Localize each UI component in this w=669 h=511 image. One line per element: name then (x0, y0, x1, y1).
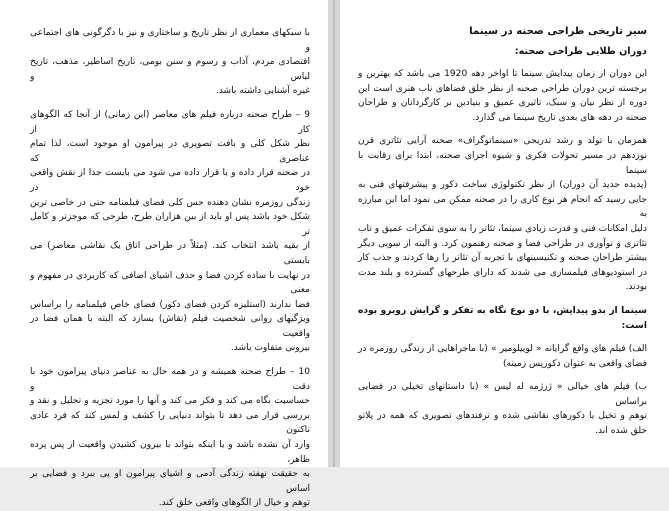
text-line: غیره آشنایی داشته باشد. (215, 86, 310, 97)
paragraph-left-1 (30, 26, 310, 99)
text-line: در صحنه قرار داده و یا قرار داده می شود می بایست جدا از نقش واقعی خود در (30, 168, 310, 193)
text-line: از بقیه باشد انتخاب کند. (مثلاً در طراحی اتاق یک نقاشی معاصر) می بایستی (30, 241, 310, 266)
text-line: فضا ندارند (استلیزه کردن فضای دکور) فضای خاص فیلمنامه را براساس (30, 299, 310, 310)
section-subtitle: دوران طلایی طراحی صحنه: (514, 46, 647, 57)
text-line: تئاتری و نوآوری در طراحی فضا و صحنه رهنمون کرد. و البته از سویی دیگر (358, 238, 647, 249)
paragraph-left-9 (30, 108, 310, 356)
text-line: ویژگیهای روانی شخصیت فیلم (نقاش) بسازد که البته با همان فضا در واقعیت (30, 314, 310, 339)
paragraph-right-1 (358, 67, 647, 125)
text-line: الف) فیلم های واقع گرایانه « لوییلومیر » (با ماجراهایی از زندگی روزمره در (358, 344, 647, 355)
text-line: بررسی قرار می دهد تا بتواند دنیایی را کشف و لمس کند که فرد عادی تاکنون (30, 410, 310, 436)
text-line: 10 – طراح صحنه همیشه و در همه حال به عناصر دنیای پیرامون خود با دقت و (30, 367, 310, 392)
text-line: جایی رسید که انجام هر نوع کاری را در صحنه ممکن می نمود اما این مبارزه به (358, 194, 647, 220)
text-line: همزمان با تولد و رشد تدریجی «سینماتوگراف» صحنه آرایی تئاتری قرن (358, 136, 647, 147)
text-line: این دوران از زمان پیدایش سینما تا اواخر دهه 1920 می باشد که بهترین و (358, 69, 648, 79)
text-line: به حقیقت نهفته زندگی آدمی و اشیای پیرامون او پی ببرد و فضایی بر اساس (30, 469, 310, 494)
text-line: ب) فیلم های خیالی « ژرژمه له لیس » (با داستانهای تخیلی در فضایی براساس (358, 382, 647, 407)
text-line: نوزدهم در مسیر تحولات فکری و شیوه اجرای صحنه، ابتدا برای رقابت با سینما (358, 150, 647, 176)
text-line: زندگی روزمره نشان دهنده حس کلی فضای فیلمنامه حتی در خاصی ترین (30, 197, 310, 208)
text-line: فضای واقعی به عنوان دکورپس زمینه) (502, 358, 647, 369)
text-line: (پدیده جدید آن دوران) از نظر تکنولوژی ساخت دکور و پیشرفتهای فنی به (358, 180, 647, 191)
text-line: توهم و خیال از الگوهای واقعی خلق کند. (158, 498, 310, 509)
text-line: بیشتر طراحان صحنه و تکنیسینهای با تجربه آن تئاتر را رها کردند و جذب کار (358, 253, 647, 264)
section-title: سیر تاریخی طراحی صحنه در سینما (469, 26, 647, 37)
text-line: اقتصادی مردم، آداب و رسوم و سنن بومی، تاریخ اساطیر، مذهب، تاریخ لباس و (30, 57, 310, 82)
text-line: وارد آن نشده باشد و یا اینکه بتواند با بیرون کشیدن واقعیت از پس پرده ظاهر، (30, 440, 310, 465)
text-line: دلیل امکانات فنی و قدرت زیادی سینما، تئاتر را به سوی تفکرات عمیق و ناب (358, 223, 647, 234)
text-line: 9 – طراح صحنه درباره فیلم های معاصر (این زمانی) از آنجا که الگوهای کار از (30, 109, 310, 135)
right-page (340, 0, 669, 467)
text-line: خلق شده اند. (595, 426, 647, 437)
text-line: توهم و تخیل با دکورهای نقاشی شده و ترفندهای تصویری که همه در پلاتو (358, 411, 647, 422)
text-line: بودند. (625, 282, 647, 293)
paragraph-left-10 (30, 365, 310, 511)
paragraph-right-3 (358, 304, 647, 333)
text-line: با سبکهای معماری از نظر تاریخ و ساختاری و نیز با دگرگونی های اجتماعی و (30, 28, 310, 53)
text-line: شکل خود باشد پس او باید از بین هزاران طرح، طرحی که موجزتر و کامل تر (30, 212, 310, 237)
text-line: سینما از بدو پیدایش، با دو نوع نگاه به تفکر و گرایش روبرو بوده است: (358, 305, 647, 331)
text-line: در استودیوهای فیلمسازی می شدند که دارای طرحهای گسترده و بلند مدت (358, 267, 647, 278)
paragraph-right-4 (358, 342, 647, 371)
paragraph-right-5 (358, 380, 647, 438)
text-line: در نهایت با ساده کردن فضا و حذف اشیای اضافی که کاربردی در مفهوم و معنی (30, 270, 310, 296)
text-line: دوره از نظر بیان و سبک، تاثیری عمیق و بنیادین بر کارگردانان و طراحان (358, 98, 647, 109)
left-page (0, 0, 328, 509)
text-line: صحنه در دهه های بعدی تاریخ سینما می گذارد. (472, 112, 647, 123)
page-gutter-line (333, 0, 335, 467)
text-line: حساسیت نگاه می کند و فکر می کند و آنها را مورد تجزیه و تحلیل و نقد و (30, 396, 310, 407)
text-line: بیرونی متفاوت باشد. (230, 343, 310, 354)
text-line: نظر شکل کلی و بافت تصویری در پیرامون او موجود است، لذا تمام عناصری که (30, 139, 310, 164)
paragraph-right-2 (358, 134, 647, 295)
text-line: برجسته ترین دوران طراحی صحنه از نظر خلق فضاهای ناب هنری است این (358, 83, 647, 94)
